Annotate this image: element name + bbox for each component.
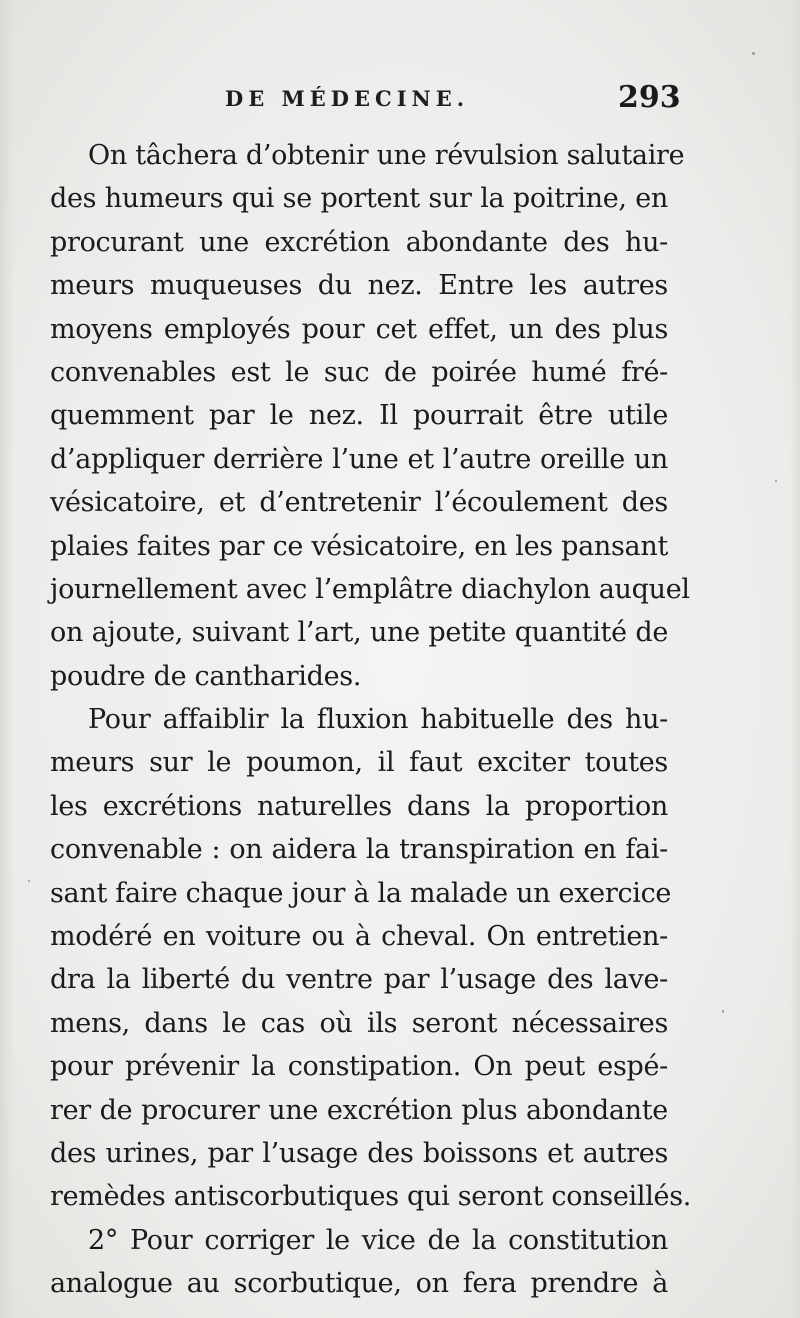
text-line: sant faire chaque jour à la malade un exercice: [50, 877, 672, 909]
body-text: [50, 134, 692, 1306]
text-line: on ajoute, suivant l’art, une petite quantité de: [50, 617, 668, 649]
text-line: meurs muqueuses du nez. Entre les autres: [50, 270, 668, 302]
text-line: 2° Pour corriger le vice de la constitution: [88, 1224, 668, 1256]
text-line: les excrétions naturelles dans la proportion: [50, 790, 668, 822]
text-line: convenable : on aidera la transpiration en fai-: [50, 834, 668, 866]
text-line: vésicatoire, et d’entretenir l’écoulement des: [50, 487, 668, 519]
paper-speck: [775, 480, 777, 482]
text-line: plaies faites par ce vésicatoire, en les pansant: [50, 530, 668, 562]
page-number: 293: [618, 80, 681, 115]
text-line: journellement avec l’emplâtre diachylon auquel: [50, 573, 690, 605]
paragraph-1: [50, 134, 690, 698]
running-head: DE MÉDECINE.: [225, 86, 470, 111]
text-line: Pour affaiblir la fluxion habituelle des hu-: [88, 704, 668, 736]
text-line: pour prévenir la constipation. On peut espé-: [50, 1051, 668, 1083]
text-line: procurant une excrétion abondante des hu-: [50, 226, 668, 258]
text-line: des urines, par l’usage des boissons et autres: [50, 1137, 668, 1169]
text-line: rer de procurer une excrétion plus abondante: [50, 1094, 668, 1126]
text-line: d’appliquer derrière l’une et l’autre oreille un: [50, 443, 668, 475]
text-line: mens, dans le cas où ils seront nécessaires: [50, 1007, 668, 1039]
text-line: poudre de cantharides.: [50, 660, 362, 692]
paper-speck: [752, 52, 755, 55]
paper-speck: [28, 880, 30, 882]
text-line: meurs sur le poumon, il faut exciter toutes: [50, 747, 668, 779]
text-line: quemment par le nez. Il pourrait être utile: [50, 400, 668, 432]
page-edge-shadow-right: [790, 0, 800, 1318]
paper-speck: [722, 1010, 724, 1013]
text-line: On tâchera d’obtenir une révulsion salutaire: [88, 140, 685, 171]
text-line: remèdes antiscorbutiques qui seront conseillés.: [50, 1181, 692, 1213]
paragraph-3: [50, 1219, 668, 1306]
page-header: [0, 80, 800, 126]
text-line: des humeurs qui se portent sur la poitrine, en: [50, 183, 668, 215]
text-line: moyens employés pour cet effet, un des plus: [50, 313, 668, 345]
text-line: dra la liberté du ventre par l’usage des lave-: [50, 964, 668, 996]
text-line: convenables est le suc de poirée humé fré-: [50, 356, 668, 388]
page-edge-shadow-left: [0, 0, 14, 1318]
text-line: analogue au scorbutique, on fera prendre à: [50, 1268, 668, 1300]
paragraph-2: [50, 698, 692, 1219]
text-line: modéré en voiture ou à cheval. On entretien-: [50, 921, 668, 953]
